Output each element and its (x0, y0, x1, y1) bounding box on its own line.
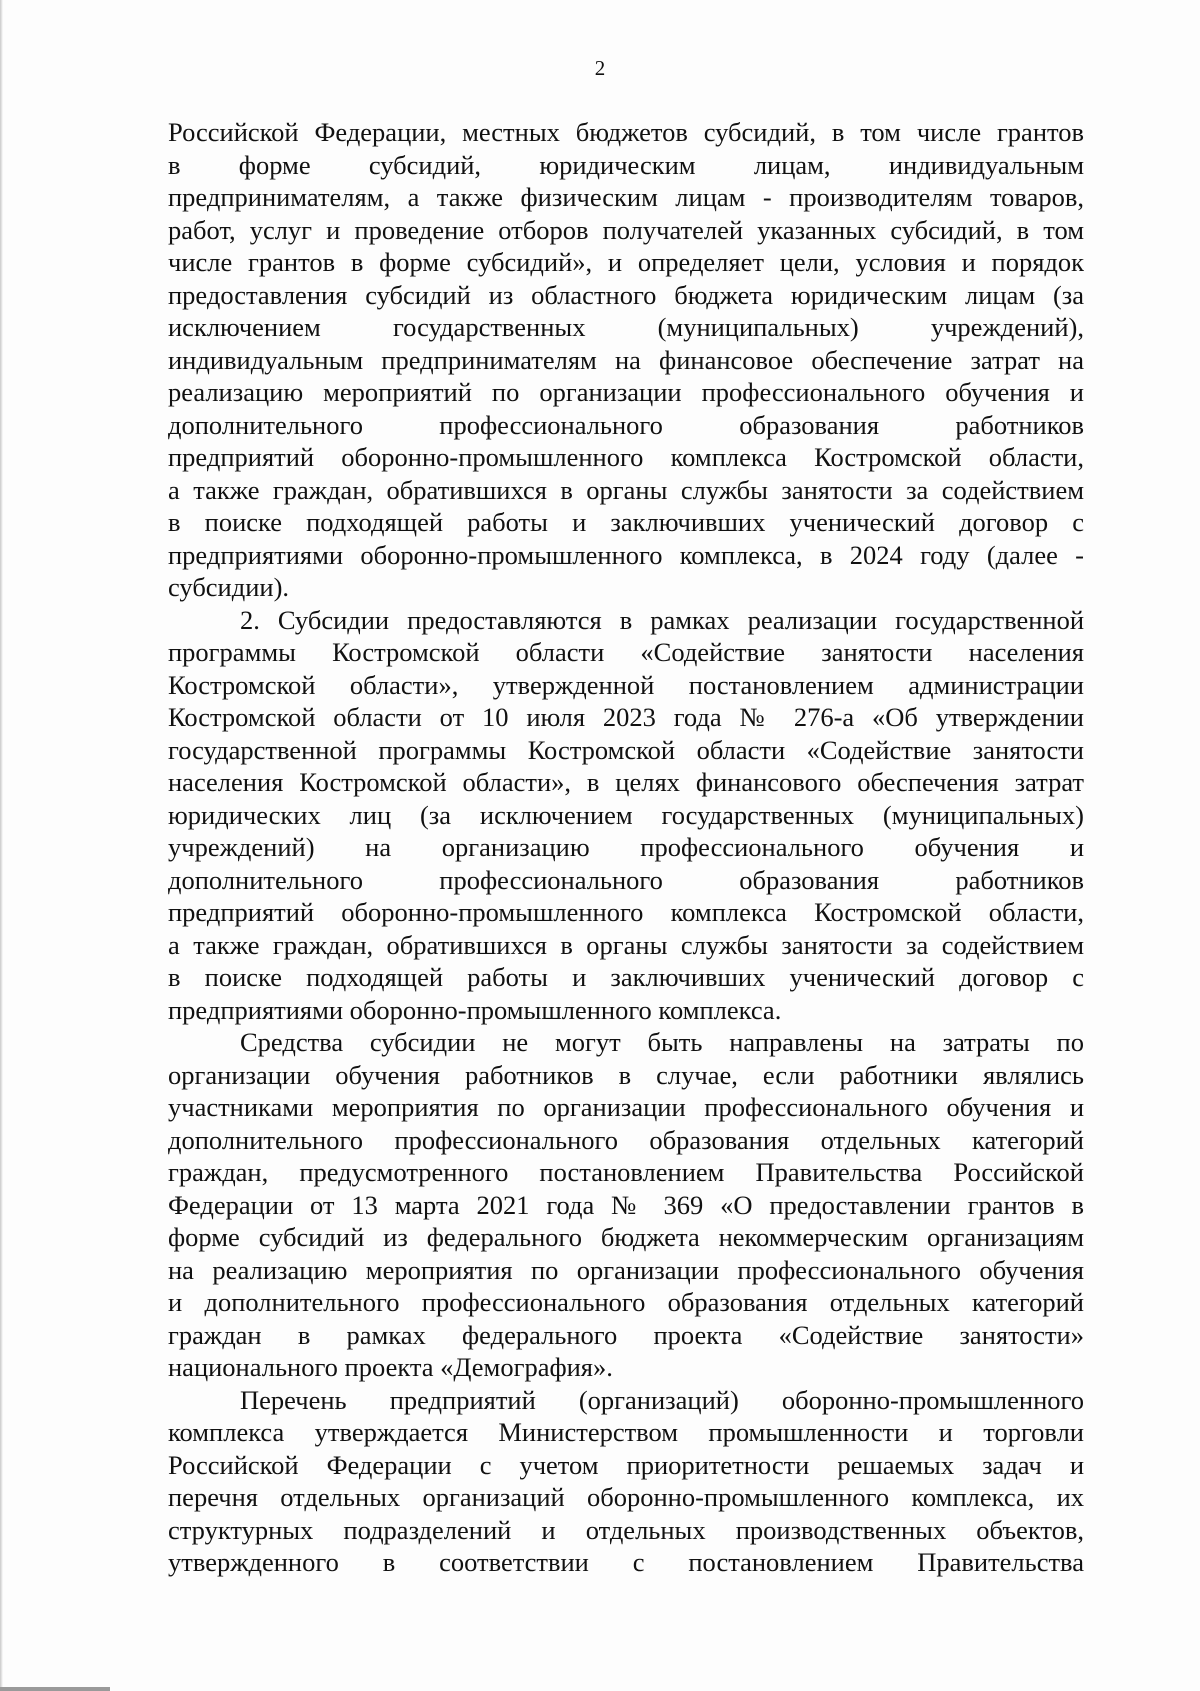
text-line: Российской Федерации, местных бюджетов субсидий, в том числе грантов (168, 117, 1084, 147)
text-line: форме субсидий из федерального бюджета некоммерческим организациям (168, 1222, 1084, 1252)
paragraph-first-line: Перечень предприятий (организаций) оборонно-промышленного (240, 1384, 1084, 1415)
text-line: предпринимателям, а также физическим лицам - производителям товаров, (168, 182, 1084, 212)
text-line: граждан, предусмотренного постановлением Правительства Российской (168, 1157, 1084, 1187)
text-line: предприятиями оборонно-промышленного комплекса. (168, 994, 782, 1025)
text-line: государственной программы Костромской области «Содействие занятости (168, 734, 1084, 765)
text-line: предприятиями оборонно-промышленного комплекса, в 2024 году (далее - (168, 539, 1084, 570)
text-line: предприятий оборонно-промышленного комплекса Костромской области, (168, 897, 1084, 927)
text-line: Российской Федерации с учетом приоритетности решаемых задач и (168, 1449, 1084, 1480)
text-line: и дополнительного профессионального образования отдельных категорий (168, 1287, 1084, 1317)
text-line: перечня отдельных организаций оборонно-промышленного комплекса, их (168, 1482, 1084, 1512)
text-line: а также граждан, обратившихся в органы службы занятости за содействием (168, 474, 1084, 505)
paragraph-first-line: Средства субсидии не могут быть направлены на затраты по (240, 1027, 1084, 1057)
text-line: юридических лиц (за исключением государственных (муниципальных) (168, 799, 1084, 830)
text-line: комплекса утверждается Министерством промышленности и торговли (168, 1417, 1084, 1447)
scan-artifact (0, 1687, 110, 1691)
paragraph-first-line: 2. Субсидии предоставляются в рамках реализации государственной (240, 604, 1084, 635)
page-number: 2 (594, 56, 606, 80)
text-line: организации обучения работников в случае, если работники являлись (168, 1059, 1084, 1090)
text-line: а также граждан, обратившихся в органы службы занятости за содействием (168, 929, 1084, 960)
scan-edge (0, 0, 3, 1691)
text-line: субсидии). (168, 572, 290, 602)
text-line: населения Костромской области», в целях финансового обеспечения затрат (168, 767, 1084, 797)
text-line: дополнительного профессионального образования работников (168, 864, 1084, 895)
text-line: национального проекта «Демография». (168, 1352, 613, 1382)
text-line: в поиске подходящей работы и заключивших ученический договор с (168, 507, 1084, 537)
text-line: Костромской области», утвержденной постановлением администрации (168, 669, 1084, 700)
text-line: в форме субсидий, юридическим лицам, индивидуальным (168, 149, 1084, 180)
text-line: участниками мероприятия по организации профессионального обучения и (168, 1092, 1084, 1122)
text-line: дополнительного профессионального образования отдельных категорий (168, 1124, 1084, 1155)
text-line: реализацию мероприятий по организации профессионального обучения и (168, 377, 1084, 407)
text-line: числе грантов в форме субсидий», и определяет цели, условия и порядок (168, 247, 1084, 277)
text-line: программы Костромской области «Содействие занятости населения (168, 637, 1084, 667)
text-line: Федерации от 13 марта 2021 года № 369 «О предоставлении грантов в (168, 1189, 1084, 1220)
text-line: на реализацию мероприятия по организации профессионального обучения (168, 1254, 1084, 1285)
text-line: утвержденного в соответствии с постановлением Правительства (168, 1547, 1084, 1577)
text-line: в поиске подходящей работы и заключивших ученический договор с (168, 962, 1084, 992)
text-line: предоставления субсидий из областного бюджета юридическим лицам (за (168, 279, 1084, 310)
text-line: граждан в рамках федерального проекта «Содействие занятости» (168, 1319, 1084, 1350)
text-line: индивидуальным предпринимателям на финансовое обеспечение затрат на (168, 344, 1084, 375)
text-line: дополнительного профессионального образования работников (168, 409, 1084, 440)
text-line: работ, услуг и проведение отборов получателей указанных субсидий, в том (168, 214, 1084, 245)
text-line: Костромской области от 10 июля 2023 года № 276-а «Об утверждении (168, 702, 1084, 732)
text-line: структурных подразделений и отдельных производственных объектов, (168, 1514, 1084, 1545)
document-body (168, 116, 1084, 1579)
text-line: предприятий оборонно-промышленного комплекса Костромской области, (168, 442, 1084, 472)
text-line: учреждений) на организацию профессионального обучения и (168, 832, 1084, 862)
text-line: исключением государственных (муниципальных) учреждений), (168, 312, 1084, 342)
